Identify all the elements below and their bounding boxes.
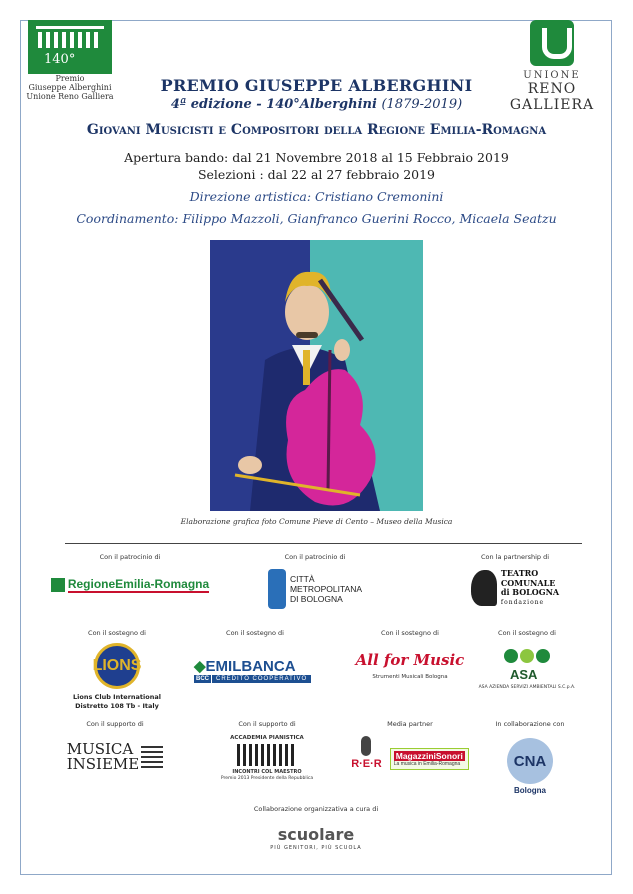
- teatro-line-1: TEATRO: [500, 568, 539, 578]
- unione-line-1: UNIONE: [523, 70, 581, 81]
- logo-line-3: Unione Reno Galliera: [26, 92, 114, 101]
- musica-staff-icon: [141, 746, 163, 768]
- accademia-sub: Premio 2013 Presidente della Repubblica: [220, 776, 314, 781]
- scuolare-sub: PIÙ GENITORI, PIÙ SCUOLA: [270, 845, 362, 851]
- sponsor-label: Con il sostegno di: [381, 629, 439, 637]
- asa-logo-text: ASA: [510, 667, 538, 682]
- teatro-line-4: fondazione: [500, 598, 545, 606]
- sponsor-teatro-comunale: [455, 553, 575, 607]
- direzione-artistica: Direzione artistica: Cristiano Cremonini: [189, 189, 444, 204]
- logo-number: 140°: [44, 52, 76, 67]
- edition-main: 4ª edizione - 140°Alberghini: [170, 97, 377, 112]
- sponsor-label: Collaborazione organizzativa a cura di: [253, 805, 379, 813]
- sponsor-all-for-music: [355, 629, 465, 681]
- scuolare-logo-text: scuolare: [277, 825, 355, 844]
- sponsor-regione: [50, 553, 210, 593]
- divider: [65, 543, 582, 544]
- edition-years: (1879-2019): [381, 97, 463, 112]
- teatro-line-2: COMUNALE: [500, 577, 556, 588]
- magazzini-logo-text: MagazziniSonori: [395, 751, 463, 761]
- sponsor-label: Con il supporto di: [238, 720, 296, 728]
- asa-emblem-icon: [502, 647, 552, 685]
- regione-flag-icon: [51, 578, 65, 592]
- microphone-icon: [361, 736, 371, 756]
- allformusic-sub: Strumenti Musicali Bologna: [372, 674, 448, 680]
- sponsor-label: Con il sostegno di: [498, 629, 556, 637]
- rer-logo-text: R·E·R: [351, 758, 382, 770]
- logo-line-2: Giuseppe Alberghini: [28, 83, 112, 92]
- teatro-line-3: di BOLOGNA: [500, 587, 560, 597]
- coordinamento: Coordinamento: Filippo Mazzoli, Gianfranco Guerini Rocco, Micaela Seatzu: [76, 211, 557, 226]
- sponsor-scuolare: [216, 805, 416, 852]
- magazzini-sub: La musica in Emilia-Romagna: [393, 761, 461, 767]
- sponsor-media-partner: [335, 720, 485, 770]
- edition-line: [0, 97, 633, 112]
- apertura-bando: Apertura bando: dal 21 Novembre 2018 al 15 Febbraio 2019: [124, 150, 509, 165]
- accademia-line-1: ACCADEMIA PIANISTICA: [230, 735, 304, 741]
- sponsor-label: Con il patrocinio di: [284, 553, 346, 561]
- unione-line-2: RENO GALLIERA: [509, 81, 595, 113]
- accademia-line-2: INCONTRI COL MAESTRO: [232, 769, 302, 775]
- asa-sub: ASA AZIENDA SERVIZI AMBIENTALI S.C.p.A.: [478, 685, 576, 690]
- cellist-artwork: [210, 240, 423, 511]
- musica-line-1: MUSICA: [66, 740, 134, 758]
- musica-line-2: INSIEME: [66, 755, 140, 773]
- lions-emblem-icon: [94, 643, 140, 689]
- cna-logo-text: CNA: [513, 752, 547, 770]
- laurel-emblem-icon: [28, 20, 112, 74]
- cna-sub: Bologna: [514, 786, 546, 795]
- sponsor-label: Con il sostegno di: [226, 629, 284, 637]
- citta-line-1: CITTÀ: [289, 574, 315, 584]
- sponsor-label: Con il supporto di: [86, 720, 144, 728]
- citta-line-3: DI BOLOGNA: [289, 594, 343, 604]
- sponsor-cna: [475, 720, 585, 795]
- sponsor-label: Con la partnership di: [480, 553, 550, 561]
- sponsor-accademia-pianistica: [212, 720, 322, 782]
- logo-line-1: Premio: [55, 74, 85, 83]
- sponsor-label: Con il sostegno di: [88, 629, 146, 637]
- subtitle: Giovani Musicisti e Compositori della Regione Emilia-Romagna: [86, 122, 547, 138]
- bcc-badge: BCC: [196, 676, 209, 682]
- sponsor-emilbanca: Con il sostegno di ◆EMILBANCA BCC CREDITO COOPERATIVO: [190, 629, 320, 683]
- citta-shield-icon: [268, 569, 286, 609]
- lions-line-2: Distretto 108 Tb - Italy: [75, 702, 159, 710]
- citta-line-2: METROPOLITANA: [289, 584, 363, 594]
- page-title: PREMIO GIUSEPPE ALBERGHINI: [160, 76, 473, 95]
- piano-keys-icon: [237, 744, 297, 766]
- image-caption: Elaborazione grafica foto Comune Pieve di Cento – Museo della Musica: [180, 517, 453, 526]
- sponsor-lions: [62, 629, 172, 711]
- sponsor-label: Media partner: [387, 720, 433, 728]
- sponsor-label: In collaborazione con: [495, 720, 565, 728]
- allformusic-logo-text: All for Music: [355, 651, 465, 669]
- lions-line-1: Lions Club International: [73, 693, 161, 701]
- emilbanca-sub: CREDITO COOPERATIVO: [212, 675, 311, 683]
- sponsor-asa: [472, 629, 582, 691]
- unione-u-icon: [530, 20, 574, 66]
- emilbanca-logo-text: EMILBANCA: [205, 658, 296, 675]
- regione-logo-text: RegioneEmilia-Romagna: [67, 577, 210, 591]
- sponsor-musica-insieme: [55, 720, 175, 772]
- teatro-lion-icon: [471, 570, 497, 606]
- cna-globe-icon: [507, 738, 553, 784]
- sponsor-label: Con il patrocinio di: [99, 553, 161, 561]
- lions-logo-text: LIONS: [92, 657, 142, 674]
- sponsor-citta-metropolitana: [255, 553, 375, 609]
- selezioni: Selezioni : dal 22 al 27 febbraio 2019: [197, 167, 436, 182]
